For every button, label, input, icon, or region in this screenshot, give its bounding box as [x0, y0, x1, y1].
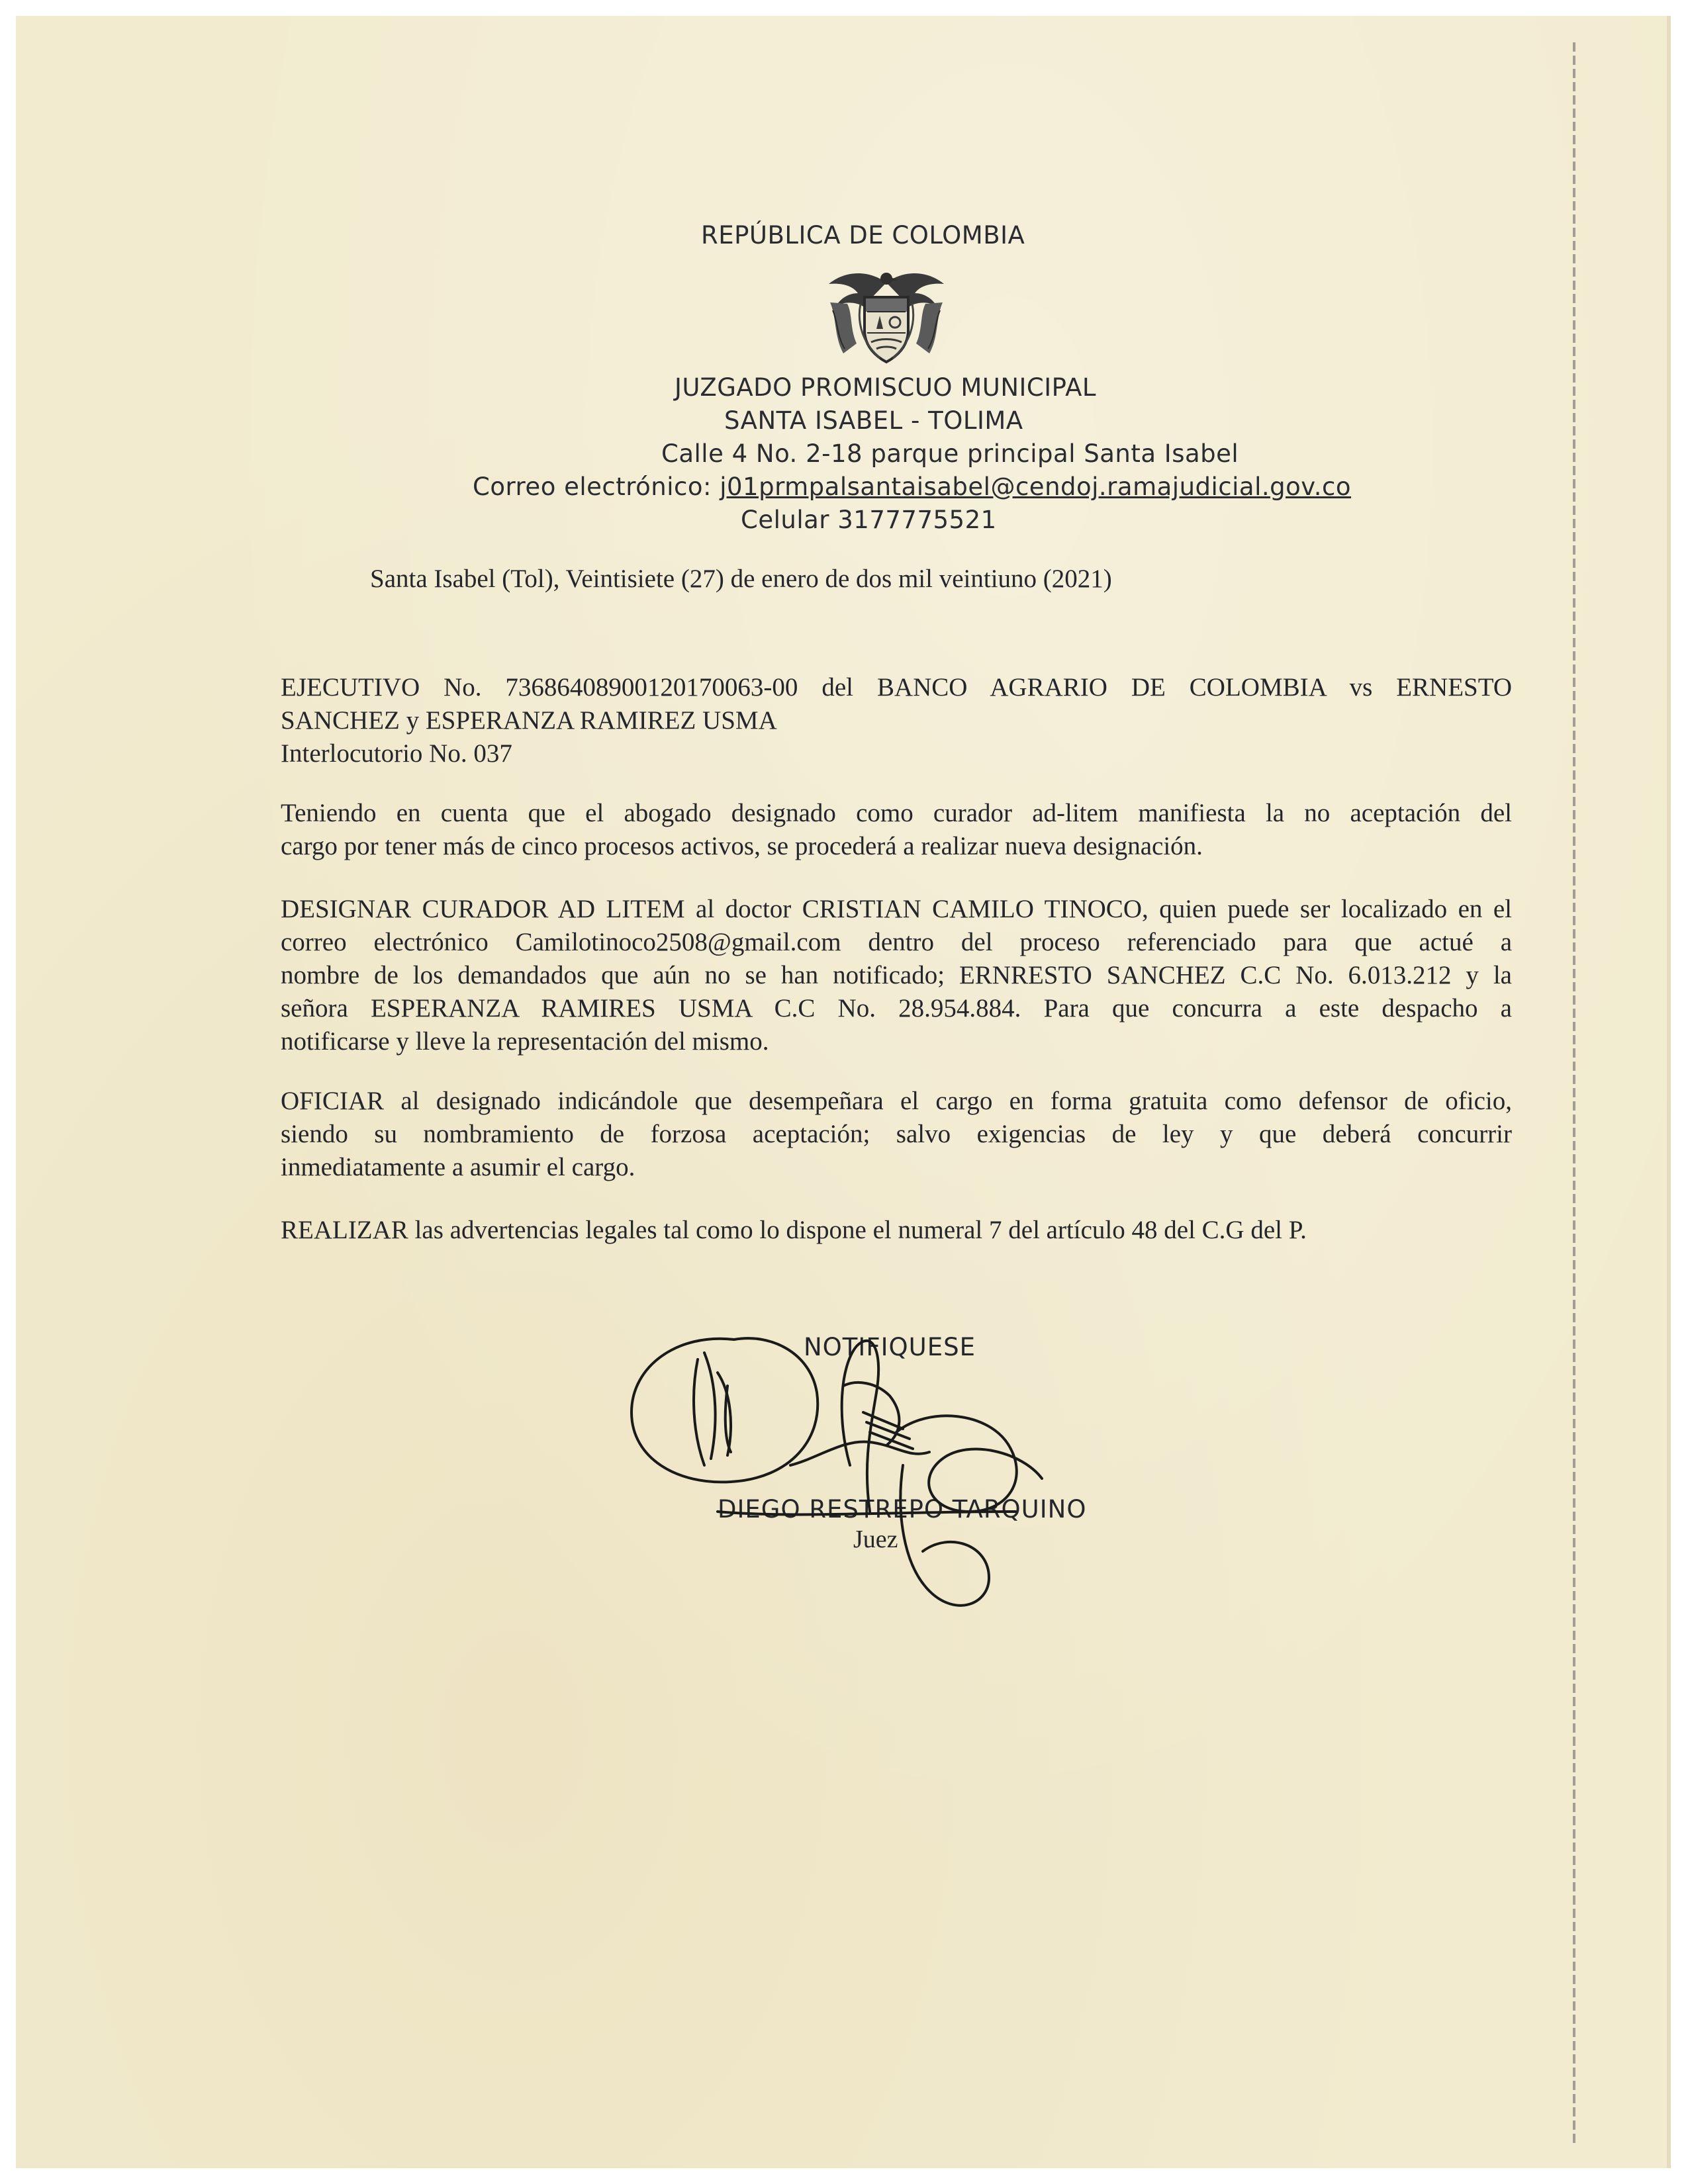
- paragraph-warnings: [281, 1214, 1512, 1247]
- judge-title: Juez: [853, 1525, 898, 1553]
- case-line-3: Interlocutorio No. 037: [281, 739, 512, 768]
- paragraph-line: REALIZAR las advertencias legales tal como lo dispone el numeral 7 del artículo 48 del C.G del P.: [281, 1216, 1307, 1244]
- paragraph-line: cargo por tener más de cinco procesos activos, se procederá a realizar nueva designación.: [281, 832, 1203, 860]
- email-label: Correo electrónico:: [473, 473, 712, 501]
- paragraph-considerations: [281, 797, 1512, 863]
- paragraph-line: DESIGNAR CURADOR AD LITEM al doctor CRISTIAN CAMILO TINOCO, quien puede ser localizado en el: [281, 895, 1512, 923]
- paragraph-notice: [281, 1085, 1512, 1184]
- paragraph-line: inmediatamente a asumir el cargo.: [281, 1153, 635, 1181]
- country-heading: REPÚBLICA DE COLOMBIA: [701, 221, 1025, 250]
- case-line-1: EJECUTIVO No. 73686408900120170063-00 del BANCO AGRARIO DE COLOMBIA vs ERNESTO: [281, 673, 1512, 702]
- paragraph-line: Teniendo en cuenta que el abogado designado como curador ad-litem manifiesta la no aceptación del: [281, 799, 1512, 827]
- paragraph-line: OFICIAR al designado indicándole que desempeñara el cargo en forma gratuita como defensor de oficio,: [281, 1087, 1512, 1115]
- paragraph-line: correo electrónico Camilotinoco2508@gmail.com dentro del proceso referenciado para que actué a: [281, 928, 1512, 956]
- phone-line: Celular 3177775521: [741, 506, 997, 534]
- handwritten-signature: [618, 1313, 1102, 1631]
- paragraph-line: notificarse y lleve la representación del mismo.: [281, 1027, 769, 1056]
- scan-fold-line: [1573, 42, 1575, 2147]
- case-line-2: SANCHEZ y ESPERANZA RAMIREZ USMA: [281, 706, 777, 735]
- scan-edge: [1667, 16, 1671, 2168]
- paragraph-line: siendo su nombramiento de forzosa aceptación; salvo exigencias de ley y que deberá concurrir: [281, 1120, 1512, 1148]
- city-heading: SANTA ISABEL - TOLIMA: [724, 406, 1023, 435]
- colombia-coat-of-arms-icon: [817, 264, 956, 367]
- case-reference: [281, 671, 1512, 770]
- court-heading: JUZGADO PROMISCUO MUNICIPAL: [675, 373, 1097, 402]
- email-line: [473, 473, 1351, 501]
- paragraph-line: señora ESPERANZA RAMIRES USMA C.C No. 28.954.884. Para que concurra a este despacho a: [281, 994, 1512, 1023]
- document-page: [16, 16, 1671, 2168]
- judge-name: DIEGO RESTREPO TARQUINO: [718, 1495, 1087, 1524]
- notifiquese-label: NOTIFIQUESE: [804, 1333, 976, 1361]
- paragraph-line: nombre de los demandados que aún no se han notificado; ERNRESTO SANCHEZ C.C No. 6.013.212 y la: [281, 961, 1512, 989]
- email-link[interactable]: j01prmpalsantaisabel@cendoj.ramajudicial.gov.co: [720, 473, 1352, 501]
- address-line: Calle 4 No. 2-18 parque principal Santa Isabel: [661, 439, 1239, 468]
- paragraph-designation: [281, 893, 1512, 1058]
- date-line: Santa Isabel (Tol), Veintisiete (27) de enero de dos mil veintiuno (2021): [370, 565, 1112, 593]
